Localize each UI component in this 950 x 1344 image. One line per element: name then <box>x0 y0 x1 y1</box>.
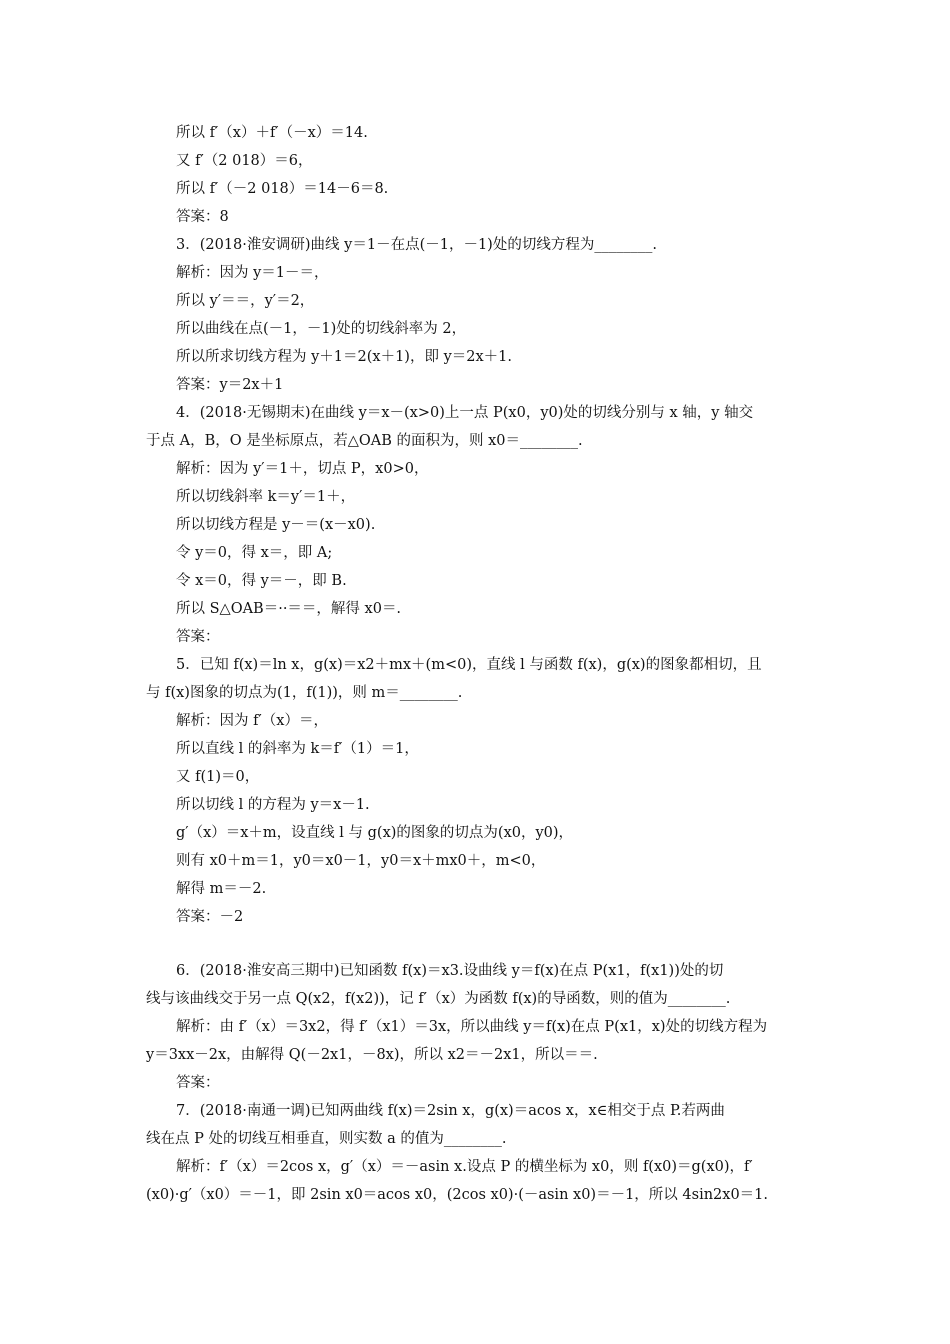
text-line: 则有 x0＋m＝1，y0＝x0－1，y0＝x＋mx0＋，m<0， <box>176 853 546 869</box>
text-line: 答案：－2 <box>176 909 244 925</box>
text-line: 又 f(1)＝0， <box>176 769 260 785</box>
text-line: 线在点 P 处的切线互相垂直，则实数 a 的值为________. <box>146 1131 507 1147</box>
text-line: 又 f′（2 018）＝6， <box>176 153 313 169</box>
text-line: 6．(2018·淮安高三期中)已知函数 f(x)＝x3.设曲线 y＝f(x)在点 P(x1，f(x1))处的切 <box>176 963 724 979</box>
text-line: 答案：y＝2x＋1 <box>176 377 284 393</box>
text-line: 答案： <box>176 1075 220 1091</box>
text-line: 令 y＝0，得 x＝，即 A; <box>176 545 333 561</box>
text-line: 线与该曲线交于另一点 Q(x2，f(x2))，记 f′（x）为函数 f(x)的导函数，则的值为________. <box>146 991 731 1007</box>
text-line: 4．(2018·无锡期末)在曲线 y＝x－(x>0)上一点 P(x0，y0)处的切线分别与 x 轴，y 轴交 <box>176 405 754 421</box>
text-line: 解析：f′（x）＝2cos x，g′（x）＝－asin x.设点 P 的横坐标为 x0，则 f(x0)＝g(x0)，f′ <box>176 1159 753 1175</box>
text-line: 3．(2018·淮安调研)曲线 y＝1－在点(－1，－1)处的切线方程为________. <box>176 237 657 253</box>
text-line: 所以 f′（－2 018）＝14－6＝8. <box>176 181 389 197</box>
text-line: 所以 f′（x）＋f′（－x）＝14. <box>176 125 368 141</box>
text-line: 答案： <box>176 629 220 645</box>
text-line: 解析：因为 y＝1－＝， <box>176 265 329 281</box>
text-line: 答案：8 <box>176 209 229 225</box>
text-line: 解析：因为 f′（x）＝， <box>176 713 328 729</box>
text-line: 解析：由 f′（x）＝3x2，得 f′（x1）＝3x，所以曲线 y＝f(x)在点 P(x1，x)处的切线方程为 <box>176 1019 768 1035</box>
text-line: g′（x）＝x＋m，设直线 l 与 g(x)的图象的切点为(x0，y0)， <box>176 825 574 841</box>
text-line: (x0)·g′（x0）＝－1，即 2sin x0＝acos x0，(2cos x0)·(－asin x0)＝－1，所以 4sin2x0＝1. <box>146 1187 769 1203</box>
text-line: 7．(2018·南通一调)已知两曲线 f(x)＝2sin x，g(x)＝acos x，x∈相交于点 P.若两曲 <box>176 1103 725 1119</box>
text-line: 解得 m＝－2. <box>176 881 267 897</box>
text-line: 所以 S△OAB＝··＝＝，解得 x0＝. <box>176 601 402 617</box>
text-line: 于点 A，B，O 是坐标原点，若△OAB 的面积为，则 x0＝________. <box>146 433 583 449</box>
text-line: 所以切线斜率 k＝y′＝1＋， <box>176 489 356 505</box>
text-line: 所以切线 l 的方程为 y＝x－1. <box>176 797 370 813</box>
text-line: 令 x＝0，得 y＝－，即 B. <box>176 573 347 589</box>
text-line: 所以所求切线方程为 y＋1＝2(x＋1)，即 y＝2x＋1. <box>176 349 513 365</box>
text-line: 所以曲线在点(－1，－1)处的切线斜率为 2， <box>176 321 467 337</box>
text-line: 解析：因为 y′＝1＋，切点 P，x0>0， <box>176 461 429 477</box>
text-line: 与 f(x)图象的切点为(1，f(1))，则 m＝________. <box>146 685 463 701</box>
text-line: 5．已知 f(x)＝ln x，g(x)＝x2＋mx＋(m<0)，直线 l 与函数 f(x)，g(x)的图象都相切，且 <box>176 657 762 673</box>
text-line: y＝3xx－2x，由解得 Q(－2x1，－8x)，所以 x2＝－2x1，所以＝＝. <box>146 1047 598 1063</box>
text-line: 所以直线 l 的斜率为 k＝f′（1）＝1， <box>176 741 419 757</box>
text-line: 所以 y′＝＝，y′＝2， <box>176 293 315 309</box>
text-line: 所以切线方程是 y－＝(x－x0). <box>176 517 376 533</box>
